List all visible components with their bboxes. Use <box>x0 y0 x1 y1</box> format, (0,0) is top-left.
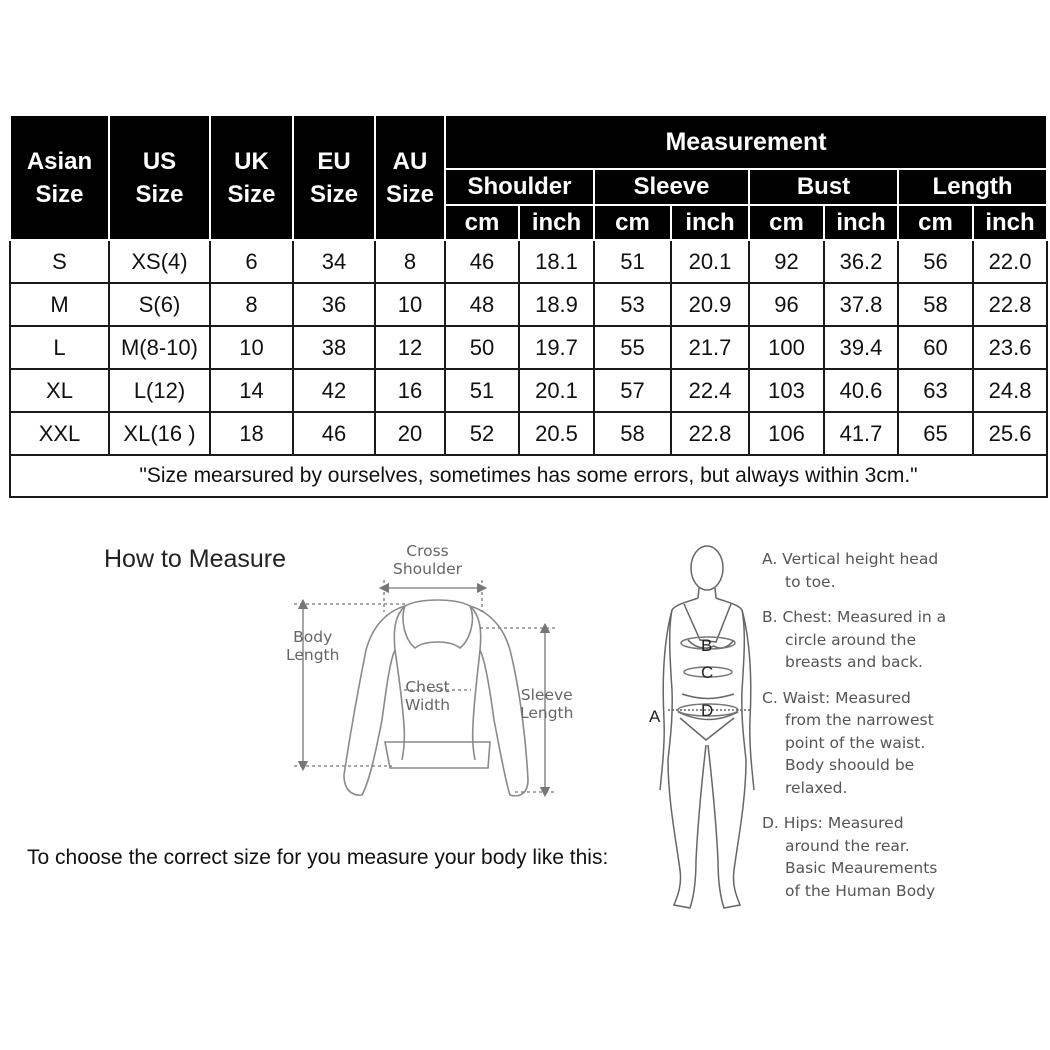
header-uk-size: UK Size <box>210 115 293 240</box>
header-bust: Bust <box>749 169 898 205</box>
table-cell: 36 <box>293 283 375 326</box>
marker-a: A <box>649 707 661 726</box>
instruction-line: A. Vertical height head <box>762 550 939 568</box>
label-line: Length <box>520 704 574 722</box>
table-cell: 20.1 <box>671 240 749 283</box>
table-cell: 63 <box>898 369 973 412</box>
instruction-line: around the rear. <box>785 836 910 855</box>
table-cell: 25.6 <box>973 412 1047 455</box>
table-cell: 37.8 <box>824 283 898 326</box>
table-cell: M <box>10 283 109 326</box>
marker-c: C <box>701 663 714 682</box>
table-cell: M(8-10) <box>109 326 210 369</box>
table-cell: 58 <box>594 412 671 455</box>
table-cell: 20.1 <box>519 369 594 412</box>
table-cell: 10 <box>375 283 445 326</box>
table-cell: S <box>10 240 109 283</box>
table-cell: 18 <box>210 412 293 455</box>
label-line: Body <box>293 628 333 646</box>
instruction-line: point of the waist. <box>785 733 926 752</box>
unit-header: inch <box>519 205 594 240</box>
header-measurement: Measurement <box>445 115 1047 169</box>
header-sleeve: Sleeve <box>594 169 749 205</box>
table-cell: 14 <box>210 369 293 412</box>
table-cell: 40.6 <box>824 369 898 412</box>
table-cell: 46 <box>293 412 375 455</box>
label-line: Sleeve <box>520 686 573 704</box>
table-cell: 22.8 <box>671 412 749 455</box>
label-line: Length <box>286 646 340 664</box>
sleeve-length-label <box>520 686 573 722</box>
table-cell: XL <box>10 369 109 412</box>
header-us-size: US Size <box>109 115 210 240</box>
table-cell: 106 <box>749 412 824 455</box>
instruction-line: D. Hips: Measured <box>762 814 904 832</box>
cross-shoulder-label <box>393 542 462 578</box>
instruction-line: of the Human Body <box>785 881 936 900</box>
table-cell: 19.7 <box>519 326 594 369</box>
instruction-line: relaxed. <box>785 778 848 797</box>
table-cell: 8 <box>210 283 293 326</box>
label-line: Shoulder <box>393 560 463 578</box>
instruction-b <box>762 606 1042 674</box>
header-eu-size: EU Size <box>293 115 375 240</box>
instruction-line: breasts and back. <box>785 653 923 671</box>
unit-header: inch <box>973 205 1047 240</box>
table-cell: 12 <box>375 326 445 369</box>
table-cell: 52 <box>445 412 519 455</box>
unit-header: inch <box>671 205 749 240</box>
unit-header: cm <box>445 205 519 240</box>
table-cell: 46 <box>445 240 519 283</box>
table-cell: 41.7 <box>824 412 898 455</box>
table-cell: 20.5 <box>519 412 594 455</box>
table-cell: 34 <box>293 240 375 283</box>
table-cell: 53 <box>594 283 671 326</box>
table-cell: 42 <box>293 369 375 412</box>
table-cell: 20 <box>375 412 445 455</box>
label-line: Cross <box>406 542 449 560</box>
table-cell: 92 <box>749 240 824 283</box>
table-cell: 39.4 <box>824 326 898 369</box>
chest-width-label <box>405 678 450 714</box>
table-cell: 58 <box>898 283 973 326</box>
table-cell: 20.9 <box>671 283 749 326</box>
measurement-instructions <box>762 548 1042 915</box>
table-cell: 103 <box>749 369 824 412</box>
instruction-line: to toe. <box>785 572 836 591</box>
table-cell: 21.7 <box>671 326 749 369</box>
table-cell: 8 <box>375 240 445 283</box>
table-cell: 56 <box>898 240 973 283</box>
instruction-line: C. Waist: Measured <box>762 688 911 707</box>
table-cell: 51 <box>594 240 671 283</box>
table-cell: 16 <box>375 369 445 412</box>
body-length-label <box>286 628 339 664</box>
size-note: "Size mearsured by ourselves, sometimes has some errors, but always within 3cm." <box>10 455 1047 497</box>
table-cell: 96 <box>749 283 824 326</box>
table-cell: 24.8 <box>973 369 1047 412</box>
header-shoulder: Shoulder <box>445 169 594 205</box>
unit-header: inch <box>824 205 898 240</box>
marker-d: D <box>701 701 714 720</box>
table-cell: 18.9 <box>519 283 594 326</box>
label-line: Width <box>405 696 451 714</box>
table-cell: 6 <box>210 240 293 283</box>
table-cell: 38 <box>293 326 375 369</box>
header-asian-size: Asian Size <box>10 115 109 240</box>
table-cell: 50 <box>445 326 519 369</box>
how-to-measure-title: How to Measure <box>104 545 287 573</box>
unit-header: cm <box>898 205 973 240</box>
table-cell: 10 <box>210 326 293 369</box>
instruction-a <box>762 548 1042 593</box>
header-length: Length <box>898 169 1047 205</box>
table-cell: 57 <box>594 369 671 412</box>
table-cell: 22.4 <box>671 369 749 412</box>
choose-size-instruction: To choose the correct size for you measure your body like this: <box>27 846 609 869</box>
table-cell: 18.1 <box>519 240 594 283</box>
instruction-line: circle around the <box>785 630 917 649</box>
table-cell: 23.6 <box>973 326 1047 369</box>
instruction-c <box>762 687 1042 800</box>
table-cell: S(6) <box>109 283 210 326</box>
instruction-line: Basic Meaurements <box>785 859 938 877</box>
unit-header: cm <box>594 205 671 240</box>
table-cell: 100 <box>749 326 824 369</box>
table-cell: 22.8 <box>973 283 1047 326</box>
instruction-line: B. Chest: Measured in a <box>762 608 947 626</box>
table-cell: XL(16 ) <box>109 412 210 455</box>
instruction-d <box>762 812 1042 902</box>
table-cell: 22.0 <box>973 240 1047 283</box>
marker-b: B <box>701 636 713 655</box>
table-cell: L <box>10 326 109 369</box>
human-body-diagram-icon <box>660 546 754 908</box>
instruction-line: from the narrowest <box>785 711 934 729</box>
table-cell: L(12) <box>109 369 210 412</box>
header-au-size: AU Size <box>375 115 445 240</box>
table-cell: XS(4) <box>109 240 210 283</box>
instruction-line: Body shoould be <box>785 756 915 774</box>
table-cell: 51 <box>445 369 519 412</box>
table-cell: 65 <box>898 412 973 455</box>
table-cell: 55 <box>594 326 671 369</box>
table-cell: 48 <box>445 283 519 326</box>
table-cell: 36.2 <box>824 240 898 283</box>
table-cell: 60 <box>898 326 973 369</box>
table-cell: XXL <box>10 412 109 455</box>
label-line: Chest <box>405 678 450 696</box>
unit-header: cm <box>749 205 824 240</box>
